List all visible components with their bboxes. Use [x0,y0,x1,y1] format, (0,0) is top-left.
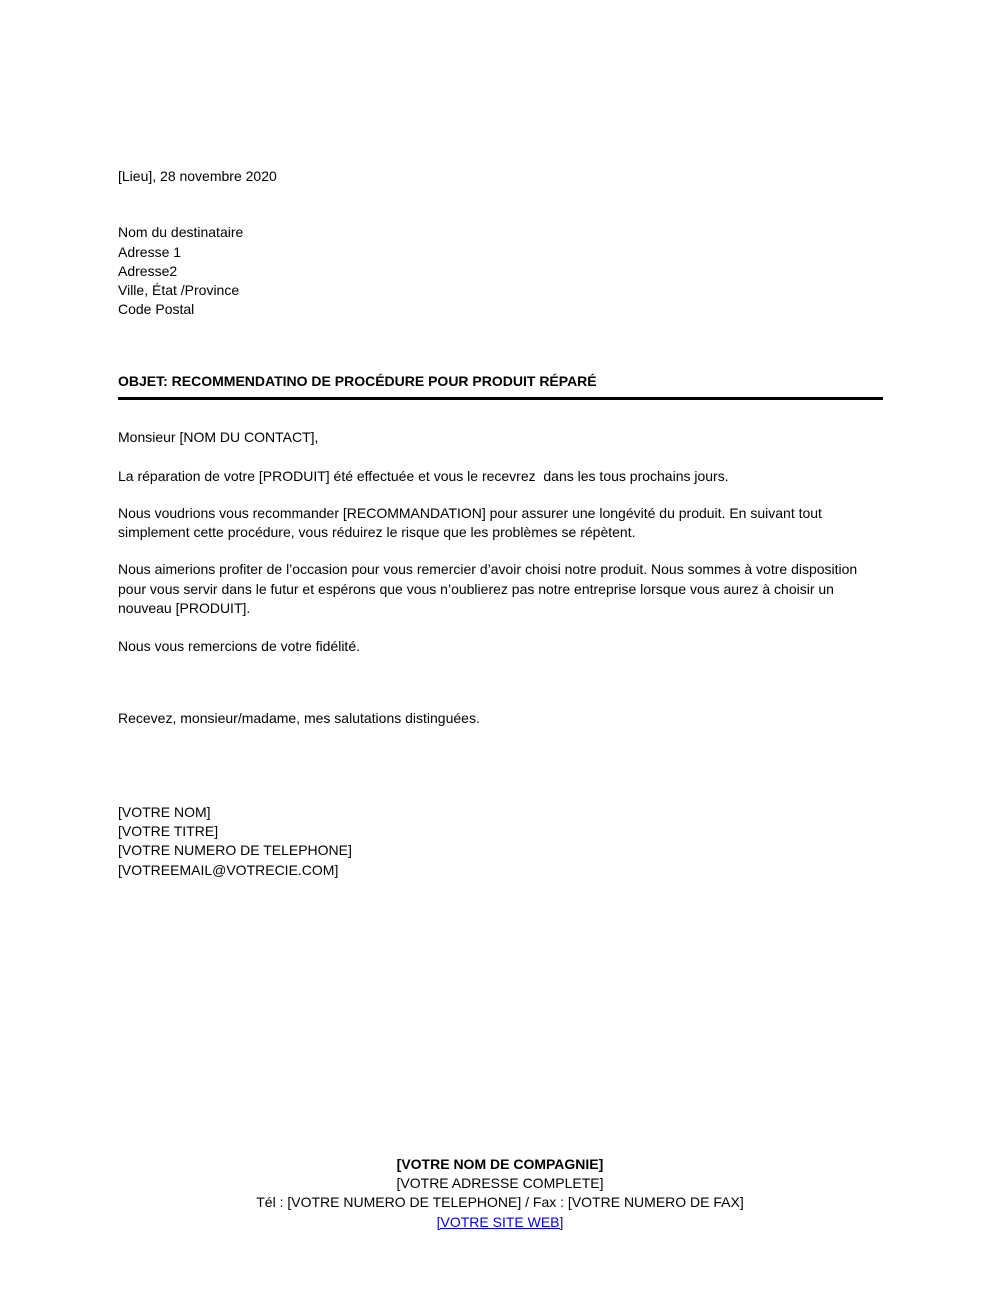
footer-company-address: [VOTRE ADRESSE COMPLETE] [396,1175,604,1192]
recipient-address-2: Adresse2 [118,262,178,279]
body-paragraph-4: Nous vous remercions de votre fidélité. [118,638,360,655]
subject-divider [118,397,883,400]
footer-company-name: [VOTRE NOM DE COMPAGNIE] [396,1155,604,1172]
body-paragraph-3: Nous aimerions profiter de l’occasion pour vous remercier d’avoir choisi notre produit. Nous sommes à votre disposition pour vous servir dans le futur et espérons que vous n’oublierez pas notre entreprise lorsque vous aurez à choisir un nouveau [PRODUIT]. [118,561,862,616]
closing-line: Recevez, monsieur/madame, mes salutations distinguées. [118,710,480,727]
signature-name: [VOTRE NOM] [118,803,211,820]
recipient-city-state: Ville, État /Province [118,282,240,299]
subject-line: OBJET: RECOMMENDATINO DE PROCÉDURE POUR PRODUIT RÉPARÉ [118,372,597,389]
footer-phone-fax: Tél : [VOTRE NUMERO DE TELEPHONE] / Fax : [VOTRE NUMERO DE FAX] [256,1194,744,1211]
body-paragraph-2: Nous voudrions vous recommander [RECOMMANDATION] pour assurer une longévité du produit. En suivant tout simplement cette procédure, vous réduirez le risque que les problèmes se répètent. [118,504,826,540]
signature-phone: [VOTRE NUMERO DE TELEPHONE] [118,842,352,859]
recipient-name: Nom du destinataire [118,224,244,241]
recipient-address-1: Adresse 1 [118,243,182,260]
company-footer [0,1155,1000,1232]
recipient-postal-code: Code Postal [118,301,195,318]
body-paragraph-1: La réparation de votre [PRODUIT] été effectuée et vous le recevrez dans les tous prochains jours. [118,468,729,485]
footer-website-link[interactable]: [VOTRE SITE WEB] [436,1213,564,1230]
recipient-address-block [118,223,883,319]
date-line: [Lieu], 28 novembre 2020 [118,168,277,184]
signature-title: [VOTRE TITRE] [118,823,219,840]
signature-email: [VOTREEMAIL@VOTRECIE.COM] [118,861,339,878]
signature-block [118,803,883,880]
salutation: Monsieur [NOM DU CONTACT], [118,429,319,446]
